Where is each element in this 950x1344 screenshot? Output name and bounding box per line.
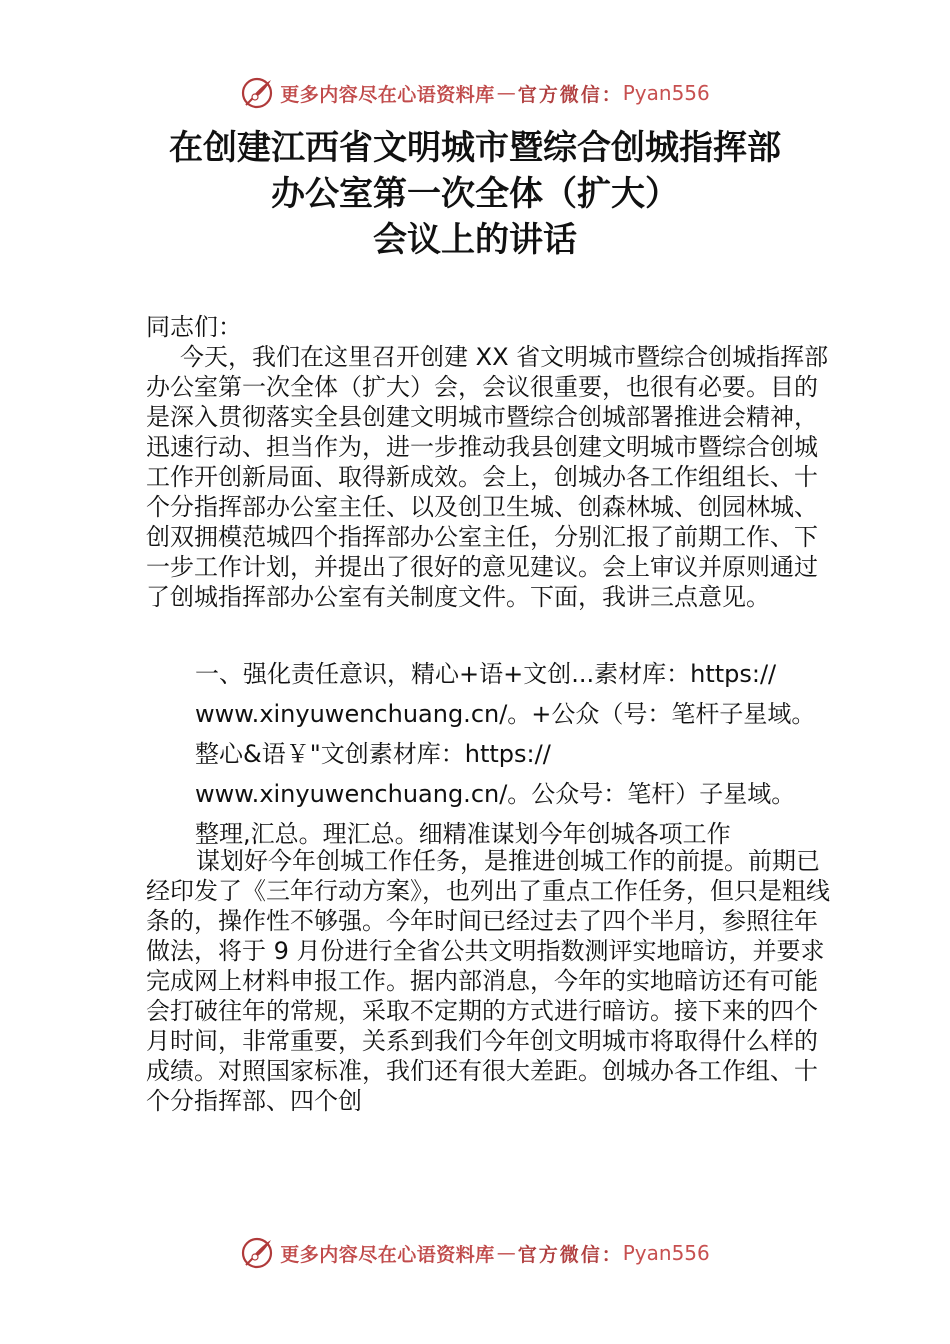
quill-logo-icon bbox=[240, 75, 276, 111]
salutation: 同志们： bbox=[146, 313, 242, 341]
paragraph-intro: 今天，我们在这里召开创建 XX 省文明城市暨综合创城指挥部办公室第一次全体（扩大）会，会议很重要，也很有必要。目的是深入贯彻落实全县创建文明城市暨综合创城部署推进会精神，迅速行动、担当作为，进一步推动我县创建文明城市暨综合创城工作开创新局面、取得新成效。会上，创城办各工作组组长、十个分指挥部办公室主任、以及创卫生城、创森林城、创园林城、创双拥模范城四个指挥部办公室主任，分别汇报了前期工作、下一步工作计划，并提出了很好的意见建议。会上审议并原则通过了创城指挥部办公室有关制度文件。下面，我讲三点意见。 bbox=[146, 343, 829, 611]
banner-text: 更多内容尽在心语资料库 bbox=[280, 83, 495, 106]
banner-wechat-label: 官方微信： bbox=[517, 83, 623, 106]
banner-text: 更多内容尽在心语资料库 bbox=[280, 1243, 495, 1266]
paragraph-planning: 谋划好今年创城工作任务，是推进创城工作的前提。前期已经印发了《三年行动方案》，也列出了重点工作任务，但只是粗线条的，操作性不够强。今年时间已经过去了四个半月，参照往年做法，将于 9 月份进行全省公共文明指数测评实地暗访，并要求完成网上材料申报工作。据内部消息，今年的实地暗访还有可能会打破往年的常规，采取不定期的方式进行暗访。接下来的四个月时间，非常重要，关系到我们今年创文明城市将取得什么样的成绩。对照国家标准，我们还有很大差距。创城办各工作组、十个分指挥部、四个创 bbox=[146, 847, 830, 1115]
section-line-2: www.xinyuwenchuang.cn/。+公众（号：笔杆子星域。 bbox=[195, 700, 816, 728]
document-title bbox=[0, 125, 950, 263]
quill-logo-icon bbox=[240, 1235, 276, 1271]
section-line-4: www.xinyuwenchuang.cn/。公众号：笔杆）子星域。 bbox=[195, 780, 796, 808]
banner-dash: — bbox=[496, 1242, 516, 1264]
banner-wechat-id: Pyan556 bbox=[622, 1241, 710, 1265]
section-line-3: 整心&语￥"文创素材库：https:// bbox=[195, 740, 551, 768]
title-line-1: 在创建江西省文明城市暨综合创城指挥部 bbox=[169, 128, 781, 168]
title-line-2: 办公室第一次全体（扩大） bbox=[271, 174, 679, 214]
section-line-1: 一、强化责任意识，精心+语+文创...素材库：https:// bbox=[195, 660, 777, 688]
header-banner bbox=[0, 73, 950, 113]
section-line-5: 整理,汇总。理汇总。细精准谋划今年创城各项工作 bbox=[195, 820, 731, 848]
banner-wechat-label: 官方微信： bbox=[517, 1243, 623, 1266]
footer-banner bbox=[0, 1233, 950, 1273]
banner-dash: — bbox=[496, 82, 516, 104]
title-line-3: 会议上的讲话 bbox=[373, 220, 577, 260]
banner-wechat-id: Pyan556 bbox=[622, 81, 710, 105]
